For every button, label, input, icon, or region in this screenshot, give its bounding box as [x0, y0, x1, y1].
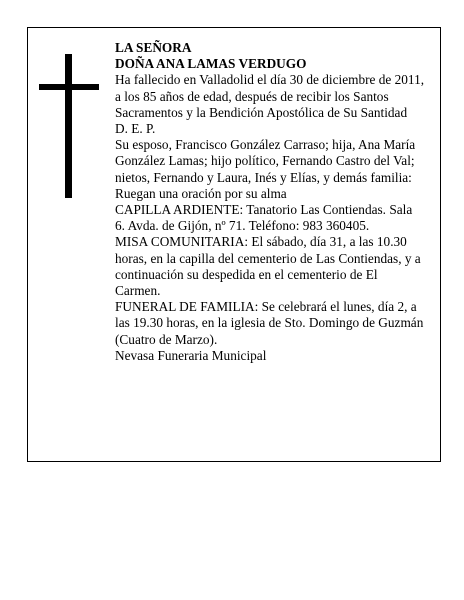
obituary-text [115, 40, 425, 364]
family-list: Su esposo, Francisco González Carraso; hija, Ana María González Lamas; hijo político, Fernando Castro del Val; nietos, Fernando y Laura, Inés y Elías, y demás familia: [115, 137, 416, 185]
death-announcement: Ha fallecido en Valladolid el día 30 de diciembre de 2011, a los 85 años de edad, después de recibir los Santos Sacramentos y la Bendición Apostólica de Su Santidad [115, 72, 425, 120]
cross-icon [39, 54, 99, 198]
notice-title: LA SEÑORA [115, 40, 192, 55]
deceased-name: DOÑA ANA LAMAS VERDUGO [115, 56, 307, 72]
mass-info: MISA COMUNITARIA: El sábado, día 31, a las 10.30 horas, en la capilla del cementerio de Las Contiendas, y a continuación su despedida en el cementerio de El Carmen. [115, 234, 421, 299]
prayer-request: Ruegan una oración por su alma [115, 185, 287, 201]
chapel-info: CAPILLA ARDIENTE: Tanatorio Las Contiendas. Sala 6. Avda. de Gijón, nº 71. Teléfono: 983 360405. [115, 202, 413, 234]
cross-horizontal-bar [39, 84, 99, 90]
funeral-home: Nevasa Funeraria Municipal [115, 347, 267, 363]
rip-line: D. E. P. [115, 121, 156, 137]
cross-vertical-bar [65, 54, 72, 198]
funeral-info: FUNERAL DE FAMILIA: Se celebrará el lunes, día 2, a las 19.30 horas, en la iglesia de Sto. Domingo de Guzmán (Cuatro de Marzo). [115, 299, 424, 347]
obituary-notice [27, 27, 441, 462]
